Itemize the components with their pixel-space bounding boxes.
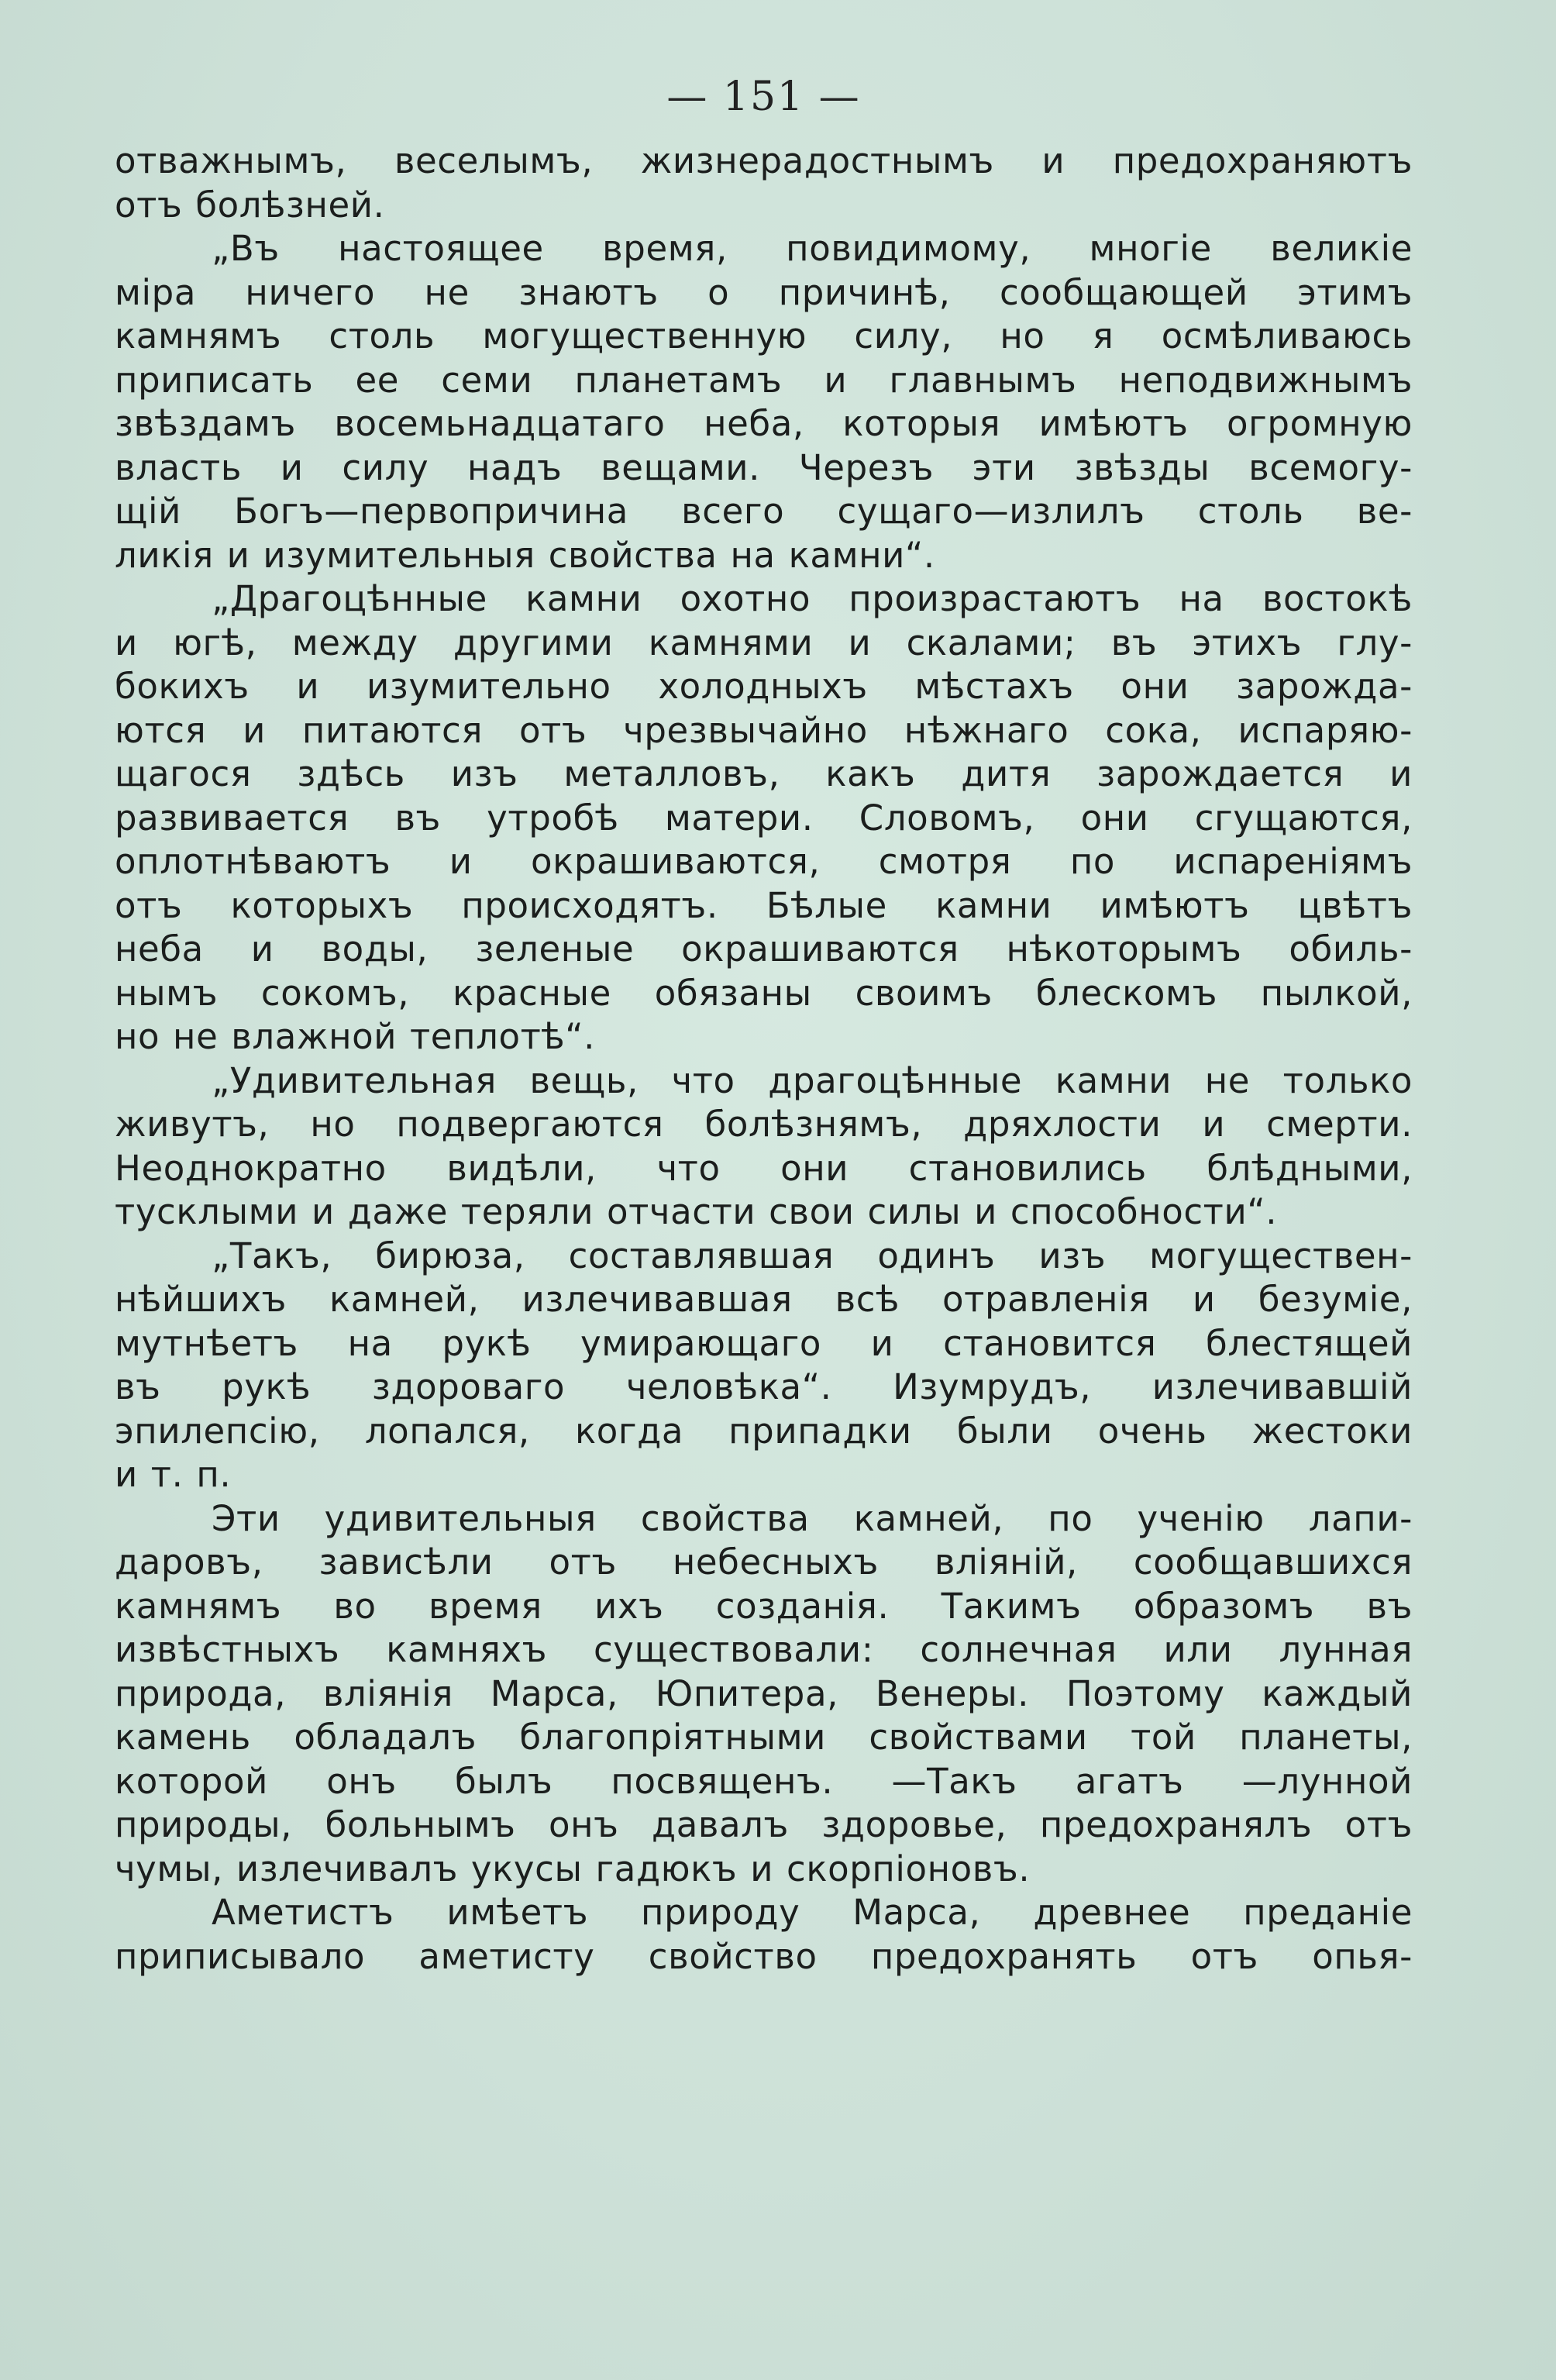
text-line: щій Богъ—первопричина всего сущаго—излилъ столь ве- xyxy=(115,491,1413,532)
paragraph-3 xyxy=(115,577,1413,1059)
paragraph-7 xyxy=(115,1891,1413,1979)
body-text xyxy=(115,139,1413,1979)
text-line: и югѣ, между другими камнями и скалами; въ этихъ глу- xyxy=(115,622,1413,663)
text-line: тусклыми и даже теряли отчасти свои силы и способности“. xyxy=(115,1191,1278,1232)
text-line: бокихъ и изумительно холодныхъ мѣстахъ они зарожда- xyxy=(115,666,1413,707)
text-line: камнямъ столь могущественную силу, но я осмѣливаюсь xyxy=(115,315,1413,356)
paragraph-4 xyxy=(115,1059,1413,1235)
text-line: даровъ, зависѣли отъ небесныхъ вліяній, сообщавшихся xyxy=(115,1541,1413,1583)
text-line: камень обладалъ благопріятными свойствами той планеты, xyxy=(115,1717,1413,1758)
text-line: приписывало аметисту свойство предохранять отъ опья- xyxy=(115,1935,1413,1977)
text-line: звѣздамъ восемьнадцатаго неба, которыя имѣютъ огромную xyxy=(115,403,1413,444)
text-line: нѣйшихъ камней, излечивавшая всѣ отравленія и безуміе, xyxy=(115,1279,1413,1320)
text-line: „Удивительная вещь, что драгоцѣнные камни не только xyxy=(212,1059,1413,1101)
text-line: въ рукѣ здороваго человѣка“. Изумрудъ, излечивавшій xyxy=(115,1366,1413,1407)
paragraph-6 xyxy=(115,1497,1413,1892)
text-line: камнямъ во время ихъ созданія. Такимъ образомъ въ xyxy=(115,1585,1413,1627)
text-line: Аметистъ имѣетъ природу Марса, древнее преданіе xyxy=(212,1892,1413,1933)
text-line: ликія и изумительныя свойства на камни“. xyxy=(115,534,935,576)
text-line: міра ничего не знаютъ о причинѣ, сообщающей этимъ xyxy=(115,271,1413,313)
text-line: ются и питаются отъ чрезвычайно нѣжнаго сока, испаряю- xyxy=(115,709,1413,751)
text-line: нымъ сокомъ, красные обязаны своимъ блескомъ пылкой, xyxy=(115,972,1413,1014)
paragraph-5 xyxy=(115,1235,1413,1497)
text-line: живутъ, но подвергаются болѣзнямъ, дряхлости и смерти. xyxy=(115,1104,1413,1145)
text-line: природа, вліянія Марса, Юпитера, Венеры. Поэтому каждый xyxy=(115,1672,1413,1714)
text-line: отважнымъ, веселымъ, жизнерадостнымъ и предохраняютъ xyxy=(115,140,1413,181)
text-line: Эти удивительныя свойства камней, по ученію лапи- xyxy=(212,1497,1413,1539)
text-line: отъ которыхъ происходятъ. Бѣлые камни имѣютъ цвѣтъ xyxy=(115,884,1413,926)
text-line: власть и силу надъ вещами. Черезъ эти звѣзды всемогу- xyxy=(115,446,1413,488)
text-line: „Драгоцѣнные камни охотно произрастаютъ на востокѣ xyxy=(212,578,1413,619)
text-line: эпилепсію, лопался, когда припадки были очень жестоки xyxy=(115,1410,1413,1452)
text-line: оплотнѣваютъ и окрашиваются, смотря по испареніямъ xyxy=(115,841,1413,882)
text-line: мутнѣетъ на рукѣ умирающаго и становится блестящей xyxy=(115,1322,1413,1364)
text-line: чумы, излечивалъ укусы гадюкъ и скорпіоновъ. xyxy=(115,1848,1031,1889)
paragraph-2 xyxy=(115,227,1413,577)
text-line: и т. п. xyxy=(115,1454,232,1495)
page-number: — 151 — xyxy=(666,74,861,120)
text-line: приписать ее семи планетамъ и главнымъ неподвижнымъ xyxy=(115,359,1413,401)
text-line: но не влажной теплотѣ“. xyxy=(115,1016,596,1057)
text-line: природы, больнымъ онъ давалъ здоровье, предохранялъ отъ xyxy=(115,1804,1413,1845)
text-line: неба и воды, зеленые окрашиваются нѣкоторымъ обиль- xyxy=(115,928,1413,970)
text-line: „Такъ, бирюза, составлявшая одинъ изъ могуществен- xyxy=(212,1235,1413,1276)
text-line: „Въ настоящее время, повидимому, многіе великіе xyxy=(212,228,1413,269)
text-line: щагося здѣсь изъ металловъ, какъ дитя зарождается и xyxy=(115,753,1413,794)
text-line: которой онъ былъ посвященъ. —Такъ агатъ —лунной xyxy=(115,1760,1413,1802)
text-line: Неоднократно видѣли, что они становились блѣдными, xyxy=(115,1147,1413,1189)
text-line: отъ болѣзней. xyxy=(115,184,385,226)
text-line: извѣстныхъ камняхъ существовали: солнечная или лунная xyxy=(115,1629,1413,1670)
paragraph-1 xyxy=(115,139,1413,227)
book-page xyxy=(115,62,1413,1979)
text-line: развивается въ утробѣ матери. Словомъ, они сгущаются, xyxy=(115,797,1413,839)
